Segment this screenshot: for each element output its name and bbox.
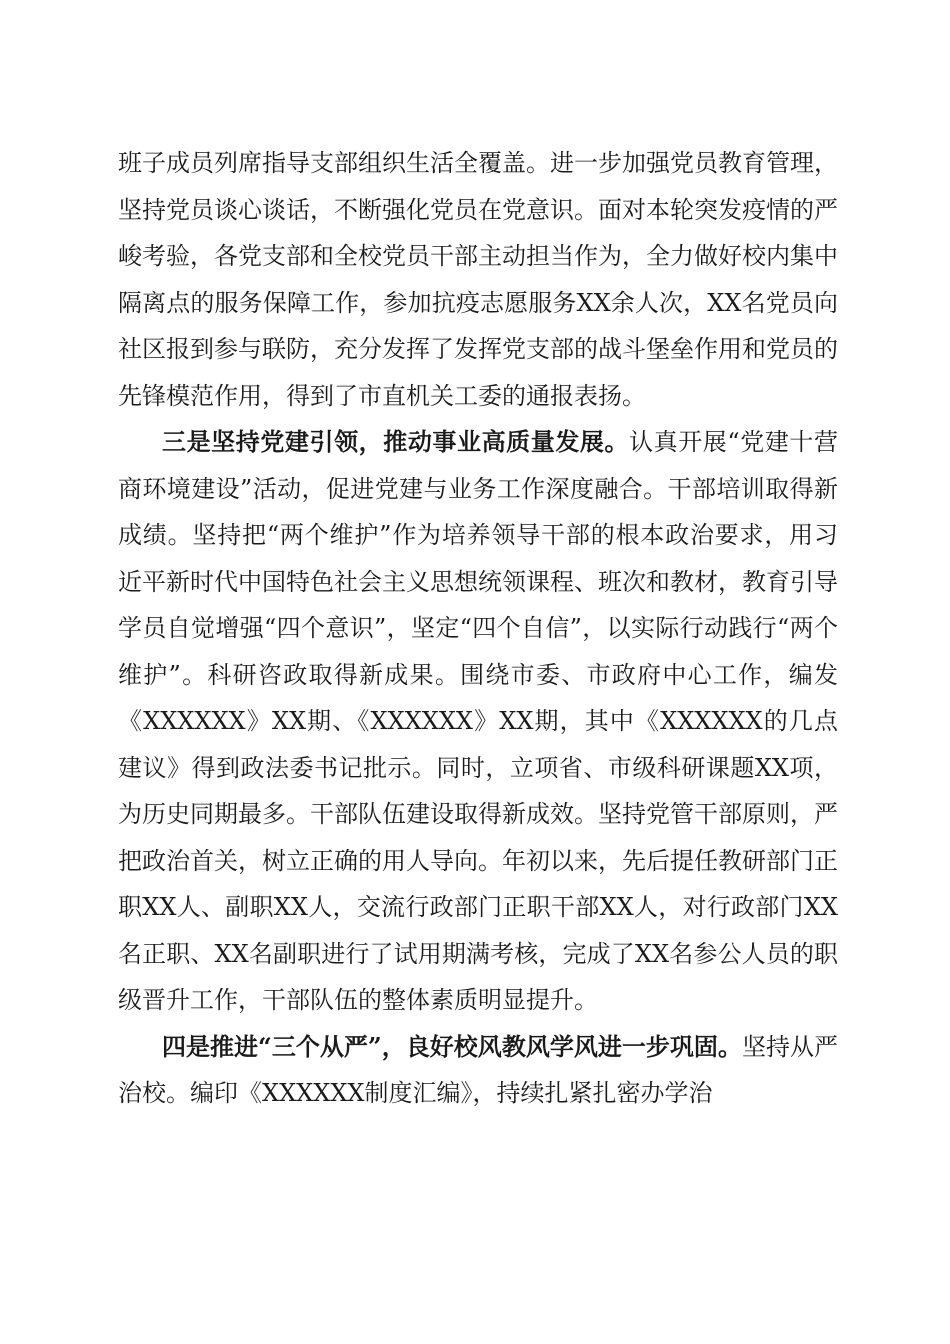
paragraph-body: 认真开展“党建十营商环境建设”活动，促进党建与业务工作深度融合。干部培训取得新成绩。坚持把“两个维护”作为培养领导干部的根本政治要求，用习近平新时代中国特色社会主义思想统领课程、班次和教材，教育引导学员自觉增强“四个意识”，坚定“四个自信”，以实际行动践行“两个维护”。科研咨政取得新成果。围绕市委、市政府中心工作，编发《XXXXXX》XX期、《XXXXXX》XX期，其中《XXXXXX的几点建议》得到政法委书记批示。同时，立项省、市级科研课题XX项，为历史同期最多。干部队伍建设取得新成效。坚持党管干部原则，严把政治首关，树立正确的用人导向。年初以来，先后提任教研部门正职XX人、副职XX人，交流行政部门正职干部XX人，对行政部门XX名正职、XX名副职进行了试用期满考核，完成了XX名参公人员的职级晋升工作，干部队伍的整体素质明显提升。: [118, 428, 838, 1014]
document-page: [118, 140, 838, 1117]
paragraph-heading: 三是坚持党建引领，推动事业高质量发展。: [162, 427, 630, 456]
paragraph-three-strict: [118, 1024, 838, 1117]
paragraph-body: 坚持从严治校。编印《XXXXXX制度汇编》，持续扎紧扎密办学治: [118, 1032, 839, 1107]
paragraph-heading: 四是推进“三个从严”，良好校风教风学风进一步巩固。: [162, 1031, 742, 1061]
paragraph-body: 班子成员列席指导支部组织生活全覆盖。进一步加强党员教育管理，坚持党员谈心谈话，不断强化党员在党意识。面对本轮突发疫情的严峻考验，各党支部和全校党员干部主动担当作为，全力做好校内集中隔离点的服务保障工作，参加抗疫志愿服务XX余人次，XX名党员向社区报到参与联防，充分发挥了发挥党支部的战斗堡垒作用和党员的先锋模范作用，得到了市直机关工委的通报表扬。: [118, 149, 838, 410]
paragraph-continuation: [118, 140, 838, 419]
paragraph-party-building: [118, 419, 838, 1024]
